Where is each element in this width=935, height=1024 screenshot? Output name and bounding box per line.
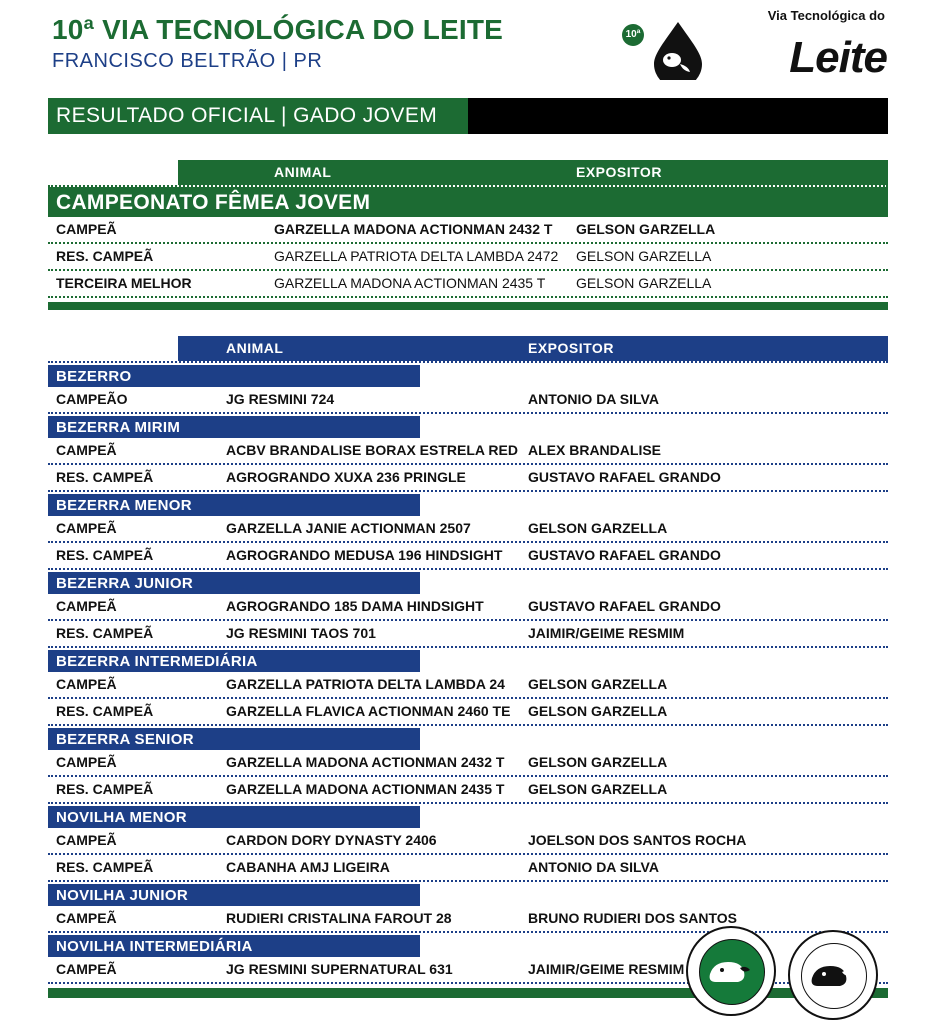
row-place: CAMPEÃ: [56, 961, 117, 977]
row-place: CAMPEÃO: [56, 391, 128, 407]
row-place: TERCEIRA MELHOR: [56, 275, 192, 291]
row-expositor: JOELSON DOS SANTOS ROCHA: [528, 832, 747, 848]
category-banner: [48, 494, 888, 516]
header-divider: [48, 361, 888, 363]
row-expositor: GELSON GARZELLA: [576, 221, 716, 237]
row-expositor: GUSTAVO RAFAEL GRANDO: [528, 547, 721, 563]
table-row: [48, 672, 888, 699]
category-banner-label: BEZERRA SENIOR: [56, 731, 194, 748]
table-row: [48, 438, 888, 465]
category-banner: [48, 572, 888, 594]
row-expositor: GELSON GARZELLA: [528, 676, 668, 692]
footer-logos: [0, 924, 935, 1016]
row-animal: GARZELLA MADONA ACTIONMAN 2435 T: [226, 781, 505, 797]
categories-container: [48, 365, 888, 984]
event-logo: [622, 6, 887, 80]
column-header-animal: ANIMAL: [274, 164, 332, 180]
row-animal: CARDON DORY DYNASTY 2406: [226, 832, 437, 848]
row-expositor: ANTONIO DA SILVA: [528, 391, 659, 407]
category-banner: [48, 650, 888, 672]
table-row: [48, 621, 888, 648]
category-banner: [48, 806, 888, 828]
table-row: [48, 244, 888, 271]
row-place: CAMPEÃ: [56, 832, 117, 848]
row-place: RES. CAMPEÃ: [56, 248, 154, 264]
category-banner-label: BEZERRA MIRIM: [56, 419, 181, 436]
table-row: [48, 516, 888, 543]
row-expositor: GELSON GARZELLA: [528, 754, 668, 770]
row-place: RES. CAMPEÃ: [56, 625, 154, 641]
row-expositor: GELSON GARZELLA: [576, 275, 712, 291]
table-row: [48, 271, 888, 298]
row-expositor: GUSTAVO RAFAEL GRANDO: [528, 469, 721, 485]
championship-banner-label: CAMPEONATO FÊMEA JOVEM: [56, 191, 371, 214]
table-row: [48, 387, 888, 414]
column-header-animal: ANIMAL: [226, 340, 284, 356]
logo-wordmark: Leite: [789, 33, 887, 82]
milk-drop-cow-icon: [650, 20, 706, 80]
associacao-criadores-seal-1-icon: [686, 926, 776, 1016]
column-header-expositor: EXPOSITOR: [528, 340, 614, 356]
column-header-expositor: EXPOSITOR: [576, 164, 662, 180]
row-place: RES. CAMPEÃ: [56, 703, 154, 719]
row-expositor: JAIMIR/GEIME RESMIM: [528, 625, 685, 641]
championship-banner: [48, 187, 888, 217]
official-result-bar: [48, 98, 888, 134]
page-subtitle: FRANCISCO BELTRÃO | PR: [52, 50, 323, 72]
row-expositor: GELSON GARZELLA: [576, 248, 712, 264]
row-animal: JG RESMINI 724: [226, 391, 335, 407]
table-row: [48, 699, 888, 726]
row-expositor: BRUNO RUDIERI DOS SANTOS: [528, 910, 737, 926]
table-row: [48, 217, 888, 244]
row-place: CAMPEÃ: [56, 676, 117, 692]
cow-icon: [706, 954, 756, 986]
row-expositor: ANTONIO DA SILVA: [528, 859, 659, 875]
row-animal: JG RESMINI SUPERNATURAL 631: [226, 961, 453, 977]
row-animal: CABANHA AMJ LIGEIRA: [226, 859, 390, 875]
table-row: [48, 543, 888, 570]
table-row: [48, 855, 888, 882]
row-expositor: JAIMIR/GEIME RESMIM: [528, 961, 685, 977]
championship-section: [48, 160, 888, 310]
table-row: [48, 594, 888, 621]
row-animal: GARZELLA MADONA ACTIONMAN 2432 T: [226, 754, 505, 770]
category-banner: [48, 728, 888, 750]
result-bar-label: RESULTADO OFICIAL | GADO JOVEM: [56, 104, 438, 127]
logo-badge: [622, 6, 887, 80]
row-place: RES. CAMPEÃ: [56, 547, 154, 563]
category-banner-label: BEZERRO: [56, 368, 132, 385]
categories-section: [48, 336, 888, 998]
row-expositor: ALEX BRANDALISE: [528, 442, 662, 458]
row-place: CAMPEÃ: [56, 221, 117, 237]
section-bottom-rule: [48, 302, 888, 310]
column-header-blue: [48, 336, 888, 361]
row-animal: GARZELLA MADONA ACTIONMAN 2435 T: [274, 275, 546, 291]
row-animal: GARZELLA PATRIOTA DELTA LAMBDA 24: [226, 676, 505, 692]
table-row: [48, 828, 888, 855]
row-animal: AGROGRANDO MEDUSA 196 HINDSIGHT: [226, 547, 503, 563]
title-block: [52, 14, 503, 73]
row-animal: GARZELLA PATRIOTA DELTA LAMBDA 2472: [274, 248, 559, 264]
page-header: [0, 0, 935, 92]
row-place: RES. CAMPEÃ: [56, 781, 154, 797]
category-banner-label: NOVILHA INTERMEDIÁRIA: [56, 938, 253, 955]
category-banner-label: BEZERRA INTERMEDIÁRIA: [56, 653, 258, 670]
row-animal: GARZELLA JANIE ACTIONMAN 2507: [226, 520, 471, 536]
row-place: RES. CAMPEÃ: [56, 469, 154, 485]
table-row: [48, 777, 888, 804]
row-place: CAMPEÃ: [56, 910, 117, 926]
row-expositor: GELSON GARZELLA: [528, 781, 668, 797]
row-place: RES. CAMPEÃ: [56, 859, 154, 875]
row-animal: RUDIERI CRISTALINA FAROUT 28: [226, 910, 452, 926]
row-place: CAMPEÃ: [56, 598, 117, 614]
category-banner-label: NOVILHA MENOR: [56, 809, 187, 826]
category-banner-label: BEZERRA JUNIOR: [56, 575, 193, 592]
row-place: CAMPEÃ: [56, 442, 117, 458]
row-place: CAMPEÃ: [56, 520, 117, 536]
logo-edition-badge: 10ª: [622, 24, 644, 46]
table-row: [48, 465, 888, 492]
row-place: CAMPEÃ: [56, 754, 117, 770]
table-row: [48, 750, 888, 777]
row-animal: AGROGRANDO XUXA 236 PRINGLE: [226, 469, 466, 485]
row-expositor: GELSON GARZELLA: [528, 703, 668, 719]
row-animal: AGROGRANDO 185 DAMA HINDSIGHT: [226, 598, 484, 614]
cow-icon: [808, 958, 858, 990]
category-banner: [48, 365, 888, 387]
category-banner-label: NOVILHA JUNIOR: [56, 887, 188, 904]
logo-top-text: Via Tecnológica do: [767, 8, 885, 23]
row-animal: JG RESMINI TAOS 701: [226, 625, 376, 641]
associacao-criadores-seal-2-icon: [788, 930, 878, 1020]
category-banner-label: BEZERRA MENOR: [56, 497, 192, 514]
row-animal: GARZELLA FLAVICA ACTIONMAN 2460 TE: [226, 703, 511, 719]
row-animal: ACBV BRANDALISE BORAX ESTRELA RED: [226, 442, 518, 458]
row-animal: GARZELLA MADONA ACTIONMAN 2432 T: [274, 221, 553, 237]
column-header-green: [48, 160, 888, 185]
page-title: 10ª VIA TECNOLÓGICA DO LEITE: [52, 14, 504, 45]
row-expositor: GUSTAVO RAFAEL GRANDO: [528, 598, 721, 614]
row-expositor: GELSON GARZELLA: [528, 520, 668, 536]
category-banner: [48, 416, 888, 438]
category-banner: [48, 884, 888, 906]
